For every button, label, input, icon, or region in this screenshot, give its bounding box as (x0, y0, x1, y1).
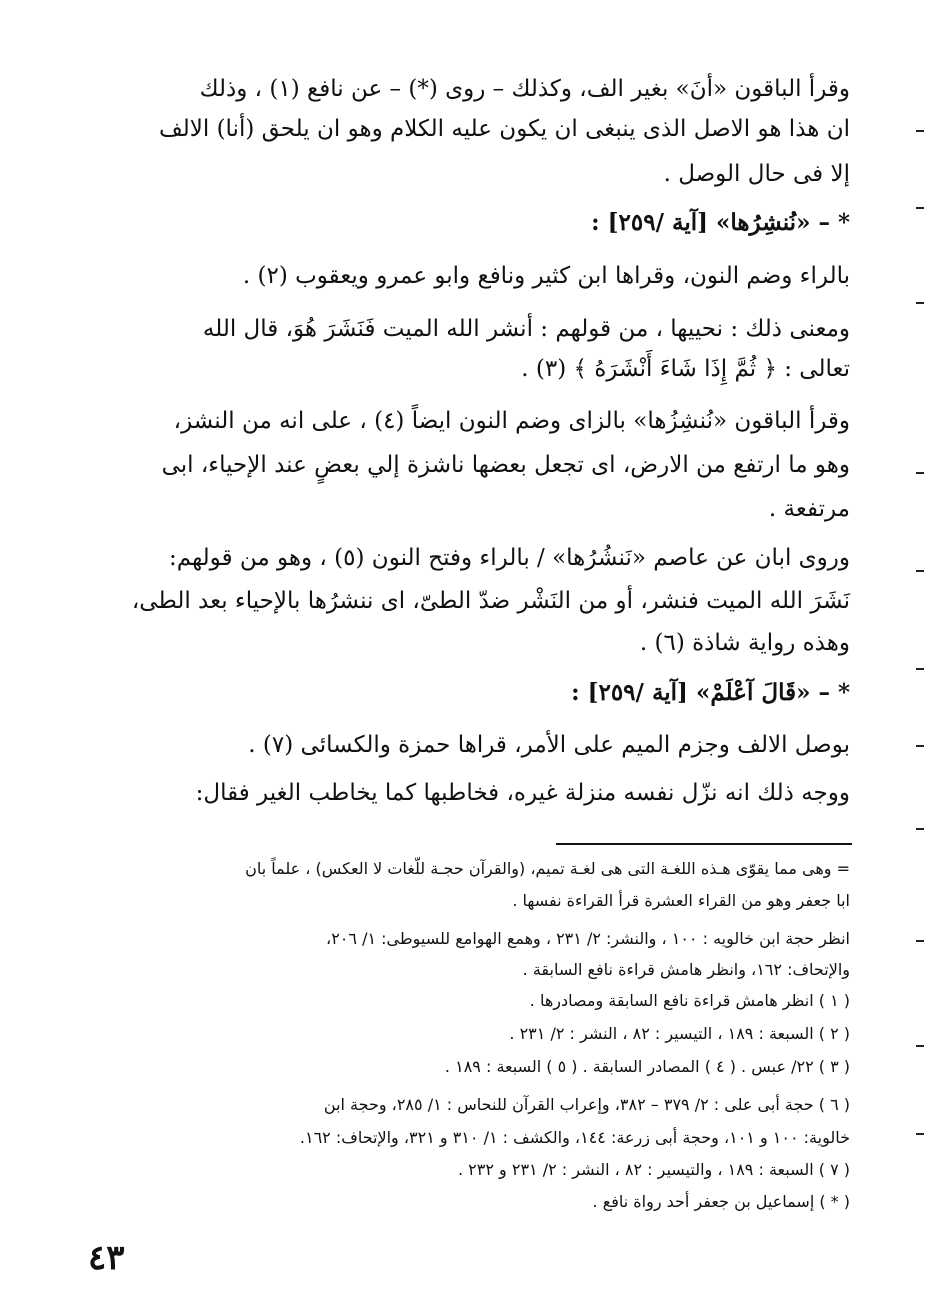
body-line-13: وهذه رواية شاذة (٦) . (639, 630, 850, 656)
margin-mark (916, 940, 924, 942)
footnote-line-1: = وهى مما يقوّى هـذه اللغـة التى هى لغـة تميم، (والقرآن حجـة للّغات لا العكس) ، علماً بان (245, 859, 850, 878)
footnote-line-11: ( * ) إسماعيل بن جعفر أحد رواة نافع . (592, 1192, 850, 1211)
footnote-line-5: ( ١ ) انظر هامش قراءة نافع السابقة ومصادرها . (529, 991, 850, 1010)
body-line-12: نَشَرَ الله الميت فنشر، أو من النَشْر ضدّ الطىّ، اى ننشرُها بالإحياء بعد الطى، (131, 588, 850, 614)
footnote-line-10: ( ٧ ) السبعة : ١٨٩ ، والتيسير : ٨٢ ، النشر : ٢/ ٢٣١ و ٢٣٢ . (458, 1160, 850, 1179)
body-line-15: بوصل الالف وجزم الميم على الأمر، قراها حمزة والكسائى (٧) . (248, 732, 850, 758)
margin-mark (916, 302, 924, 304)
margin-mark (916, 472, 924, 474)
footnote-line-2: ابا جعفر وهو من القراء العشرة قرأ القراءة نفسها . (512, 891, 850, 910)
verse-heading-2: * – «قَالَ آعْلَمْ» [آية /٢٥٩] : (571, 679, 850, 706)
margin-mark (916, 1133, 924, 1135)
margin-mark (916, 745, 924, 747)
footnote-line-6: ( ٢ ) السبعة : ١٨٩ ، التيسير : ٨٢ ، النشر : ٢/ ٢٣١ . (509, 1024, 850, 1043)
body-line-6: ومعنى ذلك : نحييها ، من قولهم : أنشر الله الميت فَنَشَرَ هُوَ، قال الله (202, 316, 850, 342)
margin-mark (916, 668, 924, 670)
footnote-line-8: ( ٦ ) حجة أبى على : ٢/ ٣٧٩ – ٣٨٢، وإعراب القرآن للنحاس : ١/ ٢٨٥، وحجة ابن (323, 1095, 850, 1114)
body-line-1: وقرأ الباقون «أنَ» بغير الف، وكذلك – روى (*) – عن نافع (١) ، وذلك (199, 76, 850, 102)
verse-heading-1: * – «نُنشِرُها» [آية /٢٥٩] : (591, 209, 850, 236)
page-number: ٤٣ (88, 1238, 125, 1278)
body-line-11: وروى ابان عن عاصم «نَنشُرُها» / بالراء وفتح النون (٥) ، وهو من قولهم: (169, 545, 850, 571)
footnote-line-3: انظر حجة ابن خالويه : ١٠٠ ، والنشر: ٢/ ٢٣١ ، وهمع الهوامع للسيوطى: ١/ ٢٠٦، (326, 929, 850, 948)
footnote-line-9: خالوية: ١٠٠ و ١٠١، وحجة أبى زرعة: ١٤٤، والكشف : ١/ ٣١٠ و ٣٢١، والإتحاف: ١٦٢. (299, 1128, 850, 1147)
margin-mark (916, 207, 924, 209)
footnote-line-7: ( ٣ ) ٢٢/ عبس . ( ٤ ) المصادر السابقة . ( ٥ ) السبعة : ١٨٩ . (444, 1057, 850, 1076)
body-line-10: مرتفعة . (768, 496, 850, 522)
margin-mark (916, 130, 924, 132)
margin-mark (916, 1045, 924, 1047)
body-line-2: ان هذا هو الاصل الذى ينبغى ان يكون عليه الكلام وهو ان يلحق (أنا) الالف (158, 116, 850, 142)
margin-mark (916, 570, 924, 572)
footnote-separator (556, 843, 852, 845)
body-line-3: إلا فى حال الوصل . (663, 161, 850, 187)
margin-mark (916, 828, 924, 830)
body-line-16: ووجه ذلك انه نزّل نفسه منزلة غيره، فخاطبها كما يخاطب الغير فقال: (195, 780, 850, 806)
body-line-8: وقرأ الباقون «نُنشِزُها» بالزاى وضم النون ايضاً (٤) ، على انه من النشز، (173, 408, 850, 434)
body-line-5: بالراء وضم النون، وقراها ابن كثير ونافع وابو عمرو ويعقوب (٢) . (242, 263, 850, 289)
body-line-7: تعالى : ﴿ ثُمَّ إِذَا شَاءَ أَنْشَرَهُ ﴾ (٣) . (521, 356, 850, 382)
footnote-line-4: والإتحاف: ١٦٢، وانظر هامش قراءة نافع السابقة . (522, 960, 850, 979)
body-line-9: وهو ما ارتفع من الارض، اى تجعل بعضها ناشزة إلي بعضٍ عند الإحياء، ابى (161, 452, 850, 478)
